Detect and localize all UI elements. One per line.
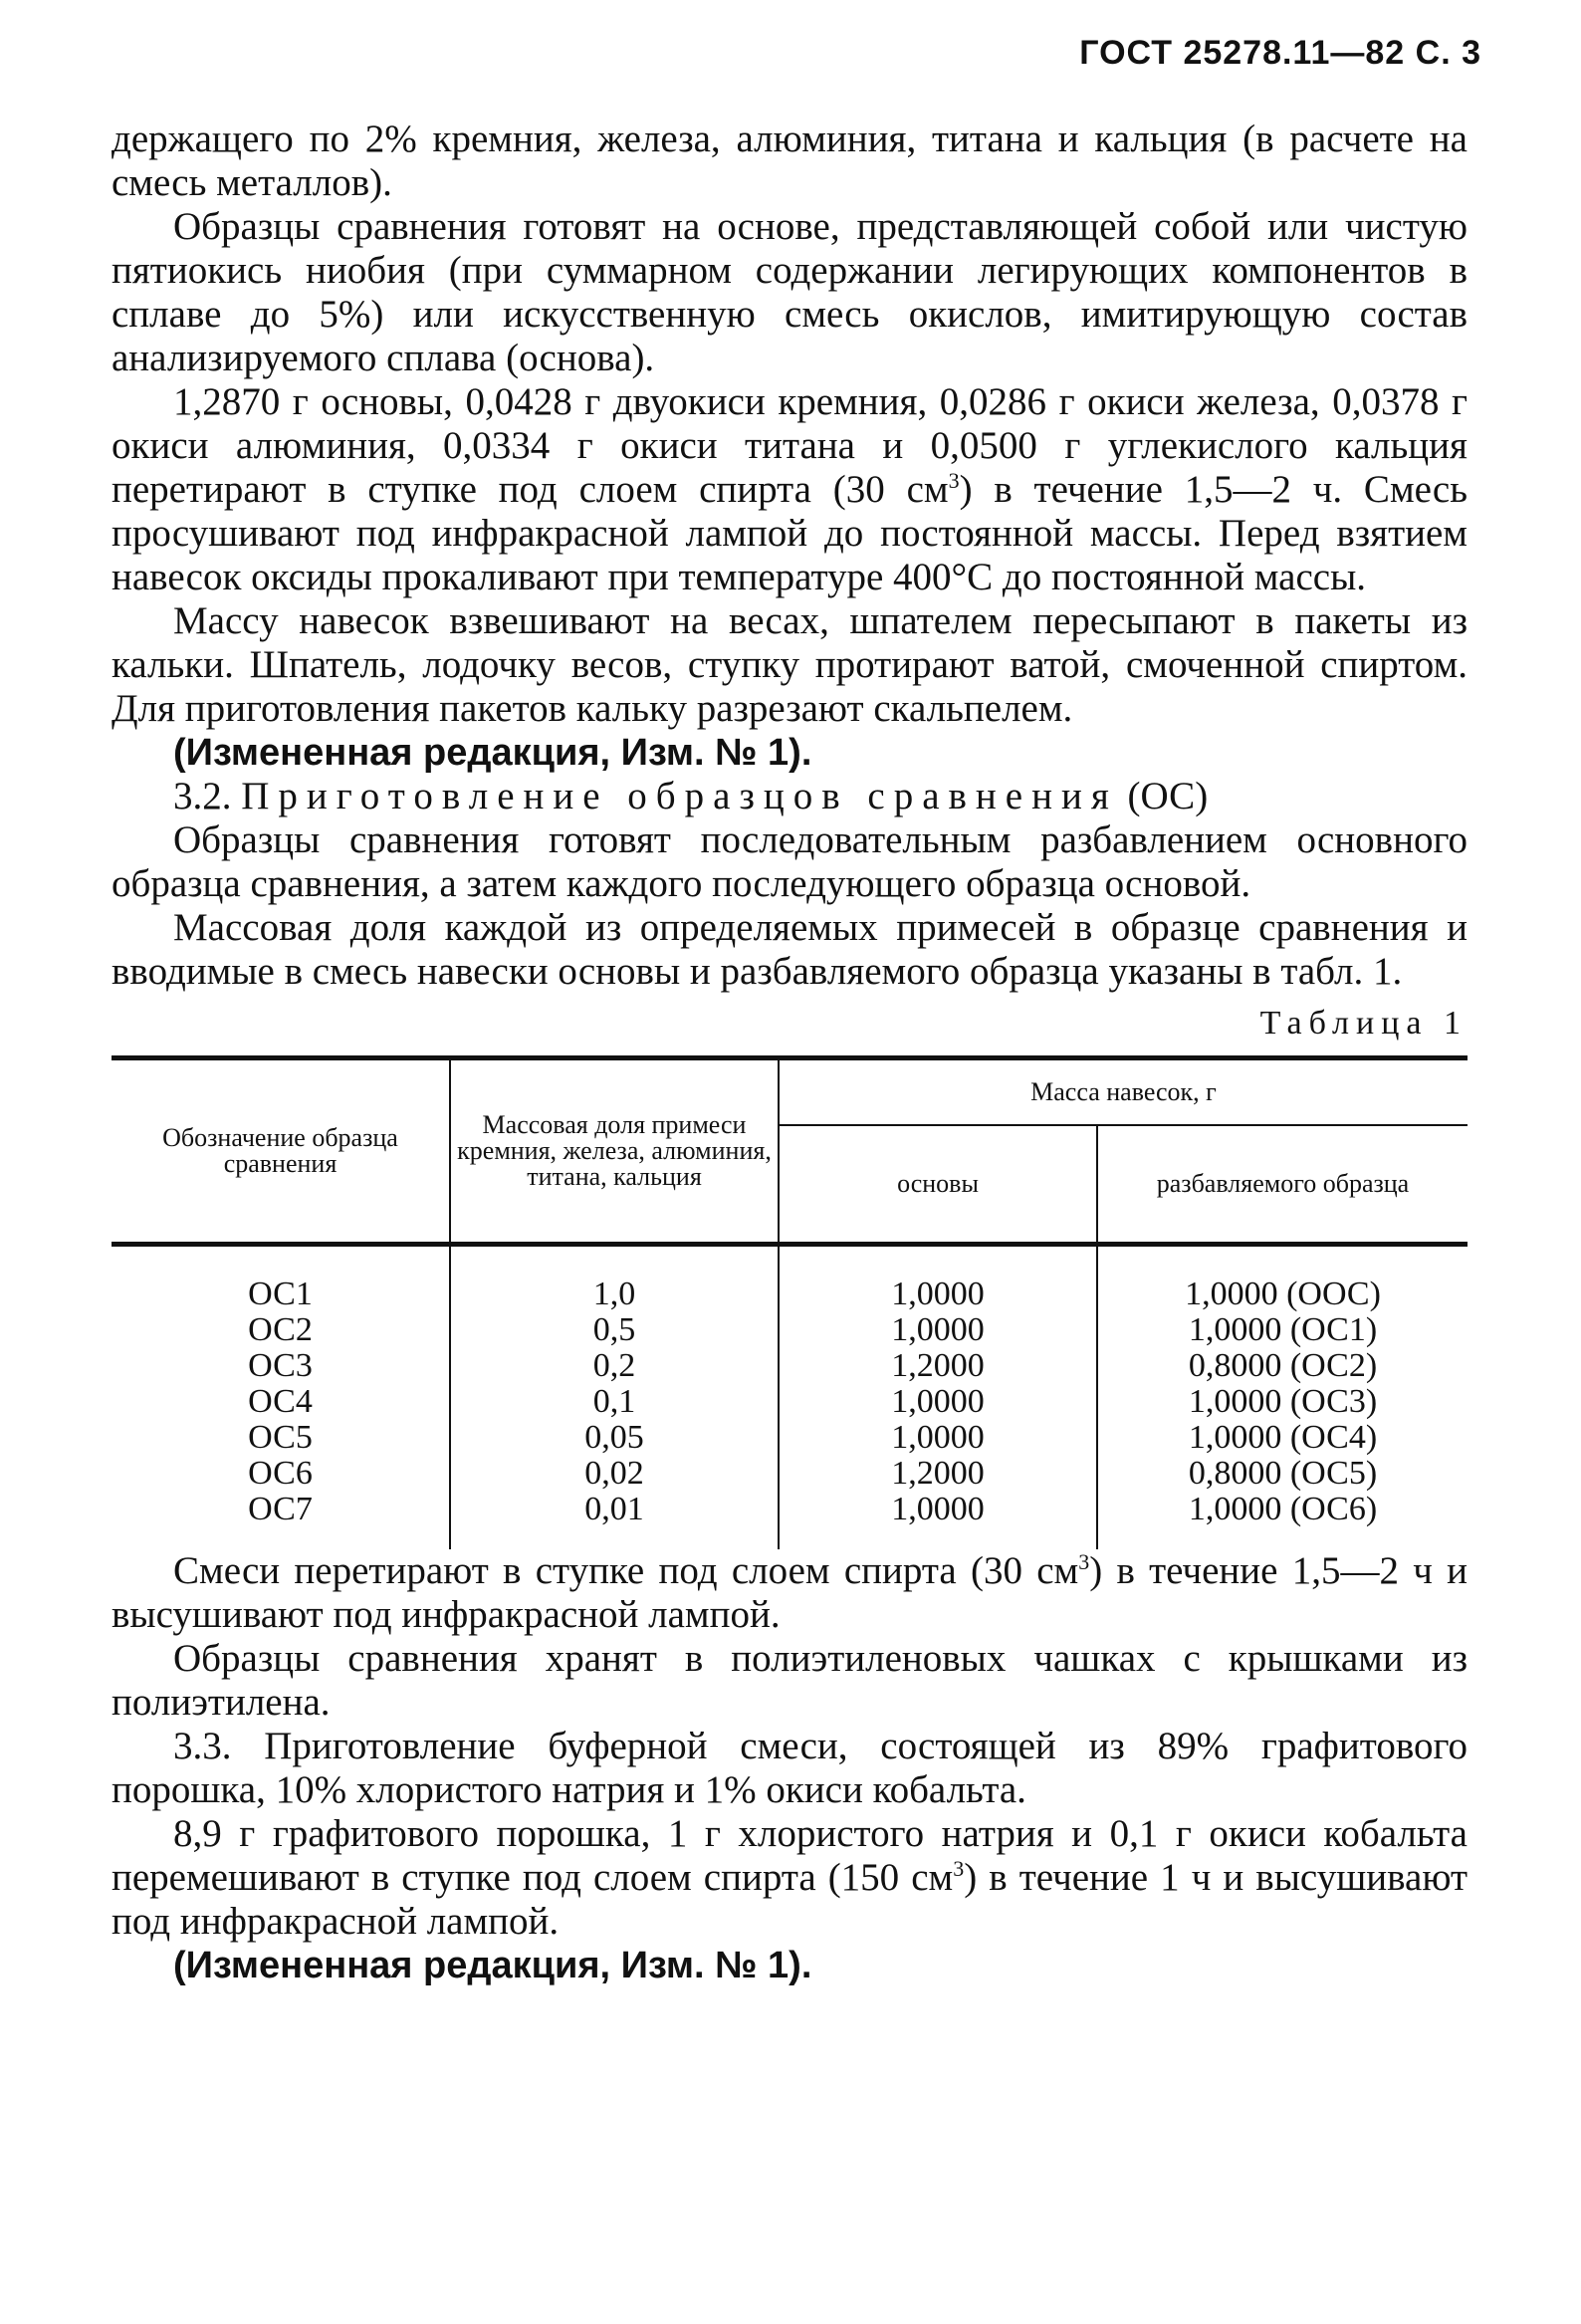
cell-designation: ОС4 <box>248 1383 313 1420</box>
amendment-note: (Измененная редакция, Изм. № 1). <box>173 1945 812 1986</box>
superscript-cubic: 3 <box>1078 1549 1090 1574</box>
cell-designation: ОС5 <box>248 1419 313 1456</box>
cell-fraction: 1,0 <box>592 1276 636 1312</box>
cell-base: 1,0000 <box>891 1311 985 1348</box>
cell-base: 1,2000 <box>891 1347 985 1384</box>
section-number: 3.2. <box>173 775 232 817</box>
paragraph-continued: держащего по 2% кремния, железа, алюминия, титана и кальция (в расчете на смесь металлов). <box>112 117 1468 204</box>
cell-diluted: 1,0000 (ОС4) <box>1188 1419 1378 1456</box>
cell-fraction: 0,1 <box>592 1383 636 1420</box>
header-mass-group: Масса навесок, г <box>779 1058 1468 1126</box>
paragraph-base-preparation <box>112 380 1468 599</box>
page-content <box>112 117 1468 1987</box>
header-designation: Обозначение образца сравнения <box>112 1058 450 1245</box>
paragraph-base-preparation-part1: 1,2870 г основы, 0,0428 г двуокиси кремния, 0,0286 г окиси железа, 0,0378 г окиси алюминия, 0,0334 г окиси титана и 0,0500 г углекислого кальция перетирают в ступке под слоем спирта (30 см <box>112 380 1468 511</box>
section-heading-3-3: 3.3. Приготовление буферной смеси, состоящей из 89% графитового порошка, 10% хлористого натрия и 1% окиси кобальта. <box>112 1725 1468 1811</box>
cell-fraction: 0,02 <box>584 1455 644 1492</box>
section-title: Приготовление образцов сравнения <box>241 775 1118 817</box>
section-abbreviation: (ОС) <box>1127 775 1209 817</box>
superscript-cubic: 3 <box>948 468 960 493</box>
section-heading-3-2 <box>112 775 1468 818</box>
superscript-cubic: 3 <box>953 1856 965 1881</box>
cell-fraction: 0,01 <box>584 1491 644 1527</box>
cell-base: 1,2000 <box>891 1455 985 1492</box>
paragraph-base-description: Образцы сравнения готовят на основе, представляющей собой или чистую пятиокись ниобия (при суммарном содержании легирующих компонентов в сплаве до 5%) или искусственную смесь окислов, имитирующую состав анализируемого сплава (основа). <box>112 205 1468 379</box>
cell-designation: ОС6 <box>248 1455 313 1492</box>
paragraph-grinding-part2: ) в течение 1,5—2 ч и высушивают под инфракрасной лампой. <box>112 1549 1468 1636</box>
header-mass-fraction: Массовая доля примеси кремния, железа, алюминия, титана, кальция <box>450 1058 779 1245</box>
paragraph-grinding <box>112 1549 1468 1637</box>
cell-diluted: 1,0000 (ООС) <box>1185 1276 1381 1312</box>
paragraph-base-preparation-part2: ) в течение 1,5—2 ч. Смесь просушивают под инфракрасной лампой до постоянной массы. Перед взятием навесок оксиды прокаливают при температуре 400°С до постоянной массы. <box>112 468 1468 598</box>
cell-designation: ОС7 <box>248 1491 313 1527</box>
paragraph-storage: Образцы сравнения хранят в полиэтиленовых чашках с крышками из полиэтилена. <box>112 1637 1468 1724</box>
paragraph-weighing: Массу навесок взвешивают на весах, шпателем пересыпают в пакеты из кальки. Шпатель, лодочку весов, ступку протирают ватой, смоченной спиртом. Для приготовления пакетов кальку разрезают скальпелем. <box>112 599 1468 730</box>
cell-diluted: 1,0000 (ОС1) <box>1188 1311 1378 1348</box>
cell-designation: ОС3 <box>248 1347 313 1384</box>
cell-base: 1,0000 <box>891 1419 985 1456</box>
cell-base: 1,0000 <box>891 1383 985 1420</box>
page-header: ГОСТ 25278.11—82 С. 3 <box>1079 34 1481 72</box>
column-diluted <box>1097 1245 1468 1550</box>
cell-diluted: 0,8000 (ОС5) <box>1188 1455 1378 1492</box>
paragraph-buffer-preparation <box>112 1812 1468 1944</box>
cell-designation: ОС1 <box>248 1276 313 1312</box>
paragraph-grinding-part1: Смеси перетирают в ступке под слоем спирта (30 см <box>173 1549 1079 1592</box>
cell-diluted: 1,0000 (ОС3) <box>1188 1383 1378 1420</box>
column-fraction <box>450 1245 779 1550</box>
cell-diluted: 0,8000 (ОС2) <box>1188 1347 1378 1384</box>
cell-base: 1,0000 <box>891 1491 985 1527</box>
header-diluted: разбавляемого образца <box>1097 1125 1468 1245</box>
cell-fraction: 0,2 <box>592 1347 636 1384</box>
cell-diluted: 1,0000 (ОС6) <box>1188 1491 1378 1527</box>
paragraph-buffer-part1: 8,9 г графитового порошка, 1 г хлористого натрия и 0,1 г окиси кобальта перемешивают в ступке под слоем спирта (150 см <box>112 1812 1468 1899</box>
paragraph-dilution: Образцы сравнения готовят последовательным разбавлением основного образца сравнения, а затем каждого последующего образца основой. <box>112 818 1468 905</box>
table-caption: Таблица 1 <box>1259 1005 1468 1042</box>
cell-fraction: 0,05 <box>584 1419 644 1456</box>
cell-designation: ОС2 <box>248 1311 313 1348</box>
amendment-note: (Измененная редакция, Изм. № 1). <box>173 732 812 774</box>
column-base <box>779 1245 1097 1550</box>
table-reference-samples <box>112 1055 1468 1549</box>
column-designation <box>112 1245 450 1550</box>
cell-base: 1,0000 <box>891 1276 985 1312</box>
paragraph-table-reference: Массовая доля каждой из определяемых примесей в образце сравнения и вводимые в смесь навески основы и разбавляемого образца указаны в табл. 1. <box>112 906 1468 993</box>
cell-fraction: 0,5 <box>592 1311 636 1348</box>
table-row <box>112 1245 1468 1550</box>
header-base: основы <box>779 1125 1097 1245</box>
paragraph-buffer-part2: ) в течение 1 ч и высушивают под инфракрасной лампой. <box>112 1856 1468 1943</box>
